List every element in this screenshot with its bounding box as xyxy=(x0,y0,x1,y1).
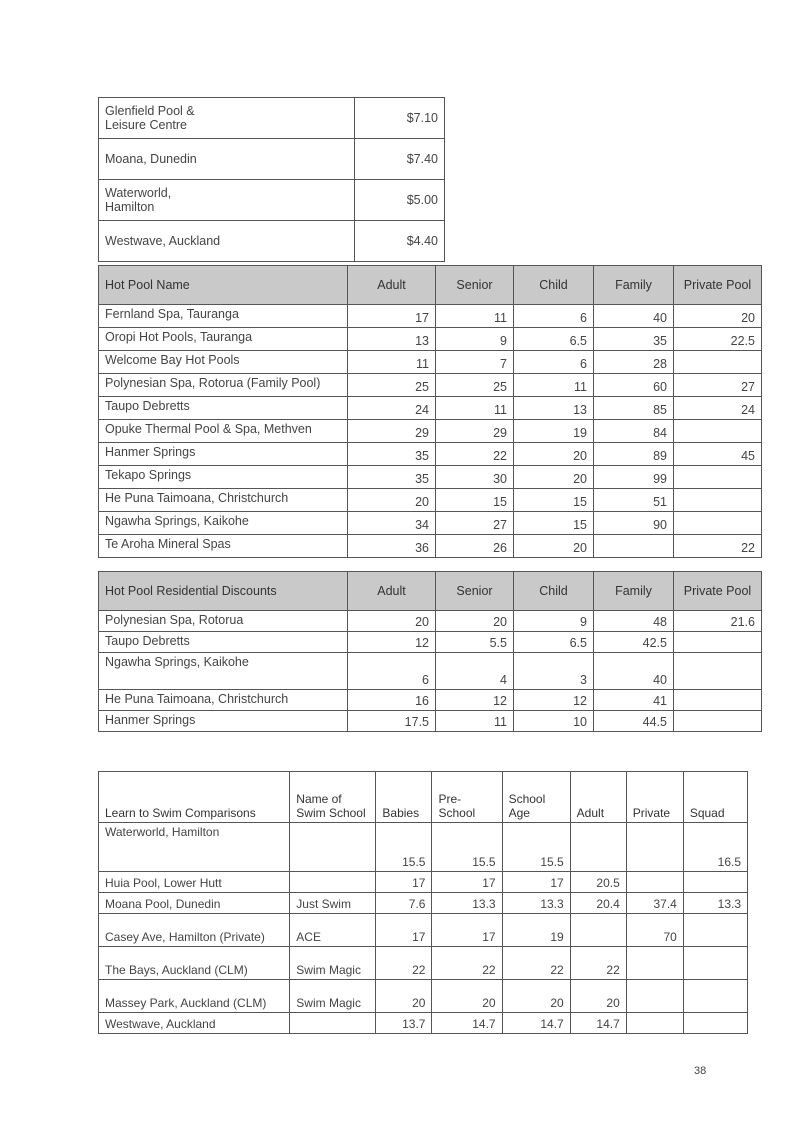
table-row xyxy=(99,1013,748,1034)
row-label-cell: Casey Ave, Hamilton (Private) xyxy=(99,914,290,947)
table-row xyxy=(99,139,445,180)
swim-school-cell: Just Swim xyxy=(290,893,376,914)
learn-to-swim-table xyxy=(98,771,748,1034)
value-cell: 22 xyxy=(436,443,514,466)
pool-name-cell: Waterworld, Hamilton xyxy=(99,180,355,221)
value-cell xyxy=(626,947,683,980)
swim-school-cell xyxy=(290,823,376,872)
value-cell xyxy=(683,1013,747,1034)
row-label-cell: Taupo Debretts xyxy=(99,397,348,420)
value-cell xyxy=(683,947,747,980)
value-cell: 51 xyxy=(594,489,674,512)
value-cell: 22 xyxy=(502,947,570,980)
value-cell: 20 xyxy=(570,980,626,1013)
value-cell: 20 xyxy=(376,980,432,1013)
value-cell xyxy=(674,512,762,535)
value-cell: 13.3 xyxy=(432,893,502,914)
column-header: Hot Pool Name xyxy=(99,266,348,305)
value-cell: 89 xyxy=(594,443,674,466)
header-row xyxy=(99,266,762,305)
value-cell: 20 xyxy=(674,305,762,328)
value-cell: 45 xyxy=(674,443,762,466)
table-row xyxy=(99,351,762,374)
value-cell: 24 xyxy=(674,397,762,420)
column-header: Private Pool xyxy=(674,266,762,305)
value-cell: 5.5 xyxy=(436,632,514,653)
value-cell: 22 xyxy=(570,947,626,980)
value-cell: 20 xyxy=(348,489,436,512)
row-label-cell: Opuke Thermal Pool & Spa, Methven xyxy=(99,420,348,443)
value-cell: 4 xyxy=(436,653,514,690)
value-cell: 7 xyxy=(436,351,514,374)
value-cell: 20.5 xyxy=(570,872,626,893)
column-header: Name of Swim School xyxy=(290,772,376,823)
swim-school-cell: Swim Magic xyxy=(290,947,376,980)
value-cell: 11 xyxy=(436,305,514,328)
value-cell: 20 xyxy=(436,611,514,632)
value-cell: 24 xyxy=(348,397,436,420)
price-cell: $4.40 xyxy=(355,221,445,262)
value-cell: 36 xyxy=(348,535,436,558)
table-row xyxy=(99,980,748,1013)
value-cell xyxy=(626,980,683,1013)
value-cell: 12 xyxy=(514,690,594,711)
residential-discount-table xyxy=(98,571,762,732)
value-cell: 17 xyxy=(502,872,570,893)
value-cell: 17 xyxy=(432,872,502,893)
value-cell: 85 xyxy=(594,397,674,420)
value-cell: 10 xyxy=(514,711,594,732)
row-label-cell: Taupo Debretts xyxy=(99,632,348,653)
value-cell: 35 xyxy=(348,466,436,489)
value-cell: 13 xyxy=(514,397,594,420)
value-cell: 20 xyxy=(502,980,570,1013)
table-row xyxy=(99,512,762,535)
value-cell xyxy=(674,489,762,512)
value-cell: 17 xyxy=(376,914,432,947)
value-cell xyxy=(674,653,762,690)
header-row xyxy=(99,572,762,611)
value-cell xyxy=(674,690,762,711)
value-cell: 11 xyxy=(436,711,514,732)
table-row xyxy=(99,397,762,420)
value-cell: 19 xyxy=(514,420,594,443)
value-cell: 22 xyxy=(376,947,432,980)
table-row xyxy=(99,98,445,139)
row-label-cell: He Puna Taimoana, Christchurch xyxy=(99,690,348,711)
value-cell xyxy=(674,466,762,489)
value-cell: 15 xyxy=(514,512,594,535)
swim-school-cell xyxy=(290,1013,376,1034)
table-row xyxy=(99,611,762,632)
value-cell: 20 xyxy=(514,466,594,489)
value-cell: 13.7 xyxy=(376,1013,432,1034)
value-cell: 14.7 xyxy=(570,1013,626,1034)
row-label-cell: Moana Pool, Dunedin xyxy=(99,893,290,914)
table-row xyxy=(99,947,748,980)
value-cell: 30 xyxy=(436,466,514,489)
table-row xyxy=(99,443,762,466)
row-label-cell: Hanmer Springs xyxy=(99,711,348,732)
value-cell: 48 xyxy=(594,611,674,632)
row-label-cell: Ngawha Springs, Kaikohe xyxy=(99,512,348,535)
value-cell xyxy=(674,351,762,374)
table-row xyxy=(99,221,445,262)
value-cell xyxy=(683,872,747,893)
value-cell: 41 xyxy=(594,690,674,711)
row-label-cell: Massey Park, Auckland (CLM) xyxy=(99,980,290,1013)
value-cell xyxy=(674,420,762,443)
table-row xyxy=(99,305,762,328)
table-row xyxy=(99,711,762,732)
value-cell: 26 xyxy=(436,535,514,558)
row-label-cell: Ngawha Springs, Kaikohe xyxy=(99,653,348,690)
table-row xyxy=(99,690,762,711)
row-label-cell: Huia Pool, Lower Hutt xyxy=(99,872,290,893)
row-label-cell: Welcome Bay Hot Pools xyxy=(99,351,348,374)
value-cell: 37.4 xyxy=(626,893,683,914)
value-cell xyxy=(626,872,683,893)
row-label-cell: The Bays, Auckland (CLM) xyxy=(99,947,290,980)
table-row xyxy=(99,653,762,690)
value-cell: 20 xyxy=(432,980,502,1013)
swim-school-cell: Swim Magic xyxy=(290,980,376,1013)
column-header: Adult xyxy=(570,772,626,823)
value-cell xyxy=(626,823,683,872)
hot-pool-table xyxy=(98,265,762,558)
value-cell: 6 xyxy=(348,653,436,690)
value-cell: 19 xyxy=(502,914,570,947)
value-cell: 90 xyxy=(594,512,674,535)
value-cell: 12 xyxy=(348,632,436,653)
pool-price-table xyxy=(98,97,445,262)
row-label-cell: Tekapo Springs xyxy=(99,466,348,489)
table-row xyxy=(99,823,748,872)
column-header: Learn to Swim Comparisons xyxy=(99,772,290,823)
row-label-cell: Fernland Spa, Tauranga xyxy=(99,305,348,328)
value-cell xyxy=(570,914,626,947)
value-cell: 15.5 xyxy=(432,823,502,872)
column-header: School Age xyxy=(502,772,570,823)
value-cell: 22.5 xyxy=(674,328,762,351)
value-cell xyxy=(570,823,626,872)
value-cell: 13 xyxy=(348,328,436,351)
table-row xyxy=(99,893,748,914)
value-cell: 29 xyxy=(348,420,436,443)
table-row xyxy=(99,328,762,351)
pool-name-cell: Glenfield Pool & Leisure Centre xyxy=(99,98,355,139)
table-row xyxy=(99,632,762,653)
value-cell: 15.5 xyxy=(502,823,570,872)
value-cell: 20.4 xyxy=(570,893,626,914)
row-label-cell: He Puna Taimoana, Christchurch xyxy=(99,489,348,512)
column-header: Adult xyxy=(348,572,436,611)
row-label-cell: Oropi Hot Pools, Tauranga xyxy=(99,328,348,351)
column-header: Child xyxy=(514,266,594,305)
swim-school-cell xyxy=(290,872,376,893)
value-cell xyxy=(683,980,747,1013)
value-cell: 16.5 xyxy=(683,823,747,872)
value-cell: 34 xyxy=(348,512,436,535)
value-cell: 6.5 xyxy=(514,328,594,351)
value-cell: 9 xyxy=(436,328,514,351)
value-cell: 60 xyxy=(594,374,674,397)
table-row xyxy=(99,914,748,947)
value-cell: 25 xyxy=(436,374,514,397)
column-header: Senior xyxy=(436,266,514,305)
value-cell: 11 xyxy=(514,374,594,397)
value-cell: 7.6 xyxy=(376,893,432,914)
value-cell: 6 xyxy=(514,351,594,374)
price-cell: $7.10 xyxy=(355,98,445,139)
value-cell xyxy=(626,1013,683,1034)
row-label-cell: Waterworld, Hamilton xyxy=(99,823,290,872)
price-cell: $5.00 xyxy=(355,180,445,221)
value-cell: 20 xyxy=(514,535,594,558)
value-cell: 12 xyxy=(436,690,514,711)
value-cell: 15 xyxy=(436,489,514,512)
value-cell: 44.5 xyxy=(594,711,674,732)
value-cell: 40 xyxy=(594,653,674,690)
table-row xyxy=(99,420,762,443)
value-cell: 84 xyxy=(594,420,674,443)
value-cell: 6.5 xyxy=(514,632,594,653)
value-cell: 27 xyxy=(674,374,762,397)
pool-name-cell: Westwave, Auckland xyxy=(99,221,355,262)
column-header: Senior xyxy=(436,572,514,611)
table-row xyxy=(99,872,748,893)
row-label-cell: Polynesian Spa, Rotorua (Family Pool) xyxy=(99,374,348,397)
value-cell: 22 xyxy=(674,535,762,558)
table-row xyxy=(99,489,762,512)
table-row xyxy=(99,374,762,397)
table-row xyxy=(99,535,762,558)
value-cell: 22 xyxy=(432,947,502,980)
value-cell: 35 xyxy=(594,328,674,351)
value-cell: 35 xyxy=(348,443,436,466)
value-cell: 17.5 xyxy=(348,711,436,732)
value-cell xyxy=(594,535,674,558)
column-header: Private Pool xyxy=(674,572,762,611)
value-cell: 14.7 xyxy=(432,1013,502,1034)
value-cell: 15 xyxy=(514,489,594,512)
header-row xyxy=(99,772,748,823)
value-cell xyxy=(674,711,762,732)
row-label-cell: Westwave, Auckland xyxy=(99,1013,290,1034)
column-header: Adult xyxy=(348,266,436,305)
pool-name-cell: Moana, Dunedin xyxy=(99,139,355,180)
value-cell: 99 xyxy=(594,466,674,489)
value-cell: 40 xyxy=(594,305,674,328)
column-header: Family xyxy=(594,266,674,305)
value-cell: 42.5 xyxy=(594,632,674,653)
swim-school-cell: ACE xyxy=(290,914,376,947)
value-cell: 70 xyxy=(626,914,683,947)
price-cell: $7.40 xyxy=(355,139,445,180)
column-header: Squad xyxy=(683,772,747,823)
value-cell: 16 xyxy=(348,690,436,711)
column-header: Private xyxy=(626,772,683,823)
value-cell: 15.5 xyxy=(376,823,432,872)
value-cell xyxy=(683,914,747,947)
column-header: Family xyxy=(594,572,674,611)
value-cell: 27 xyxy=(436,512,514,535)
value-cell: 14.7 xyxy=(502,1013,570,1034)
row-label-cell: Te Aroha Mineral Spas xyxy=(99,535,348,558)
value-cell: 20 xyxy=(348,611,436,632)
value-cell: 17 xyxy=(432,914,502,947)
table-row xyxy=(99,466,762,489)
value-cell: 11 xyxy=(436,397,514,420)
page-number: 38 xyxy=(694,1065,707,1077)
value-cell: 17 xyxy=(376,872,432,893)
column-header: Child xyxy=(514,572,594,611)
value-cell: 13.3 xyxy=(502,893,570,914)
value-cell: 9 xyxy=(514,611,594,632)
column-header: Pre-School xyxy=(432,772,502,823)
value-cell: 25 xyxy=(348,374,436,397)
row-label-cell: Hanmer Springs xyxy=(99,443,348,466)
row-label-cell: Polynesian Spa, Rotorua xyxy=(99,611,348,632)
column-header: Hot Pool Residential Discounts xyxy=(99,572,348,611)
value-cell: 17 xyxy=(348,305,436,328)
value-cell xyxy=(674,632,762,653)
value-cell: 13.3 xyxy=(683,893,747,914)
value-cell: 3 xyxy=(514,653,594,690)
table-row xyxy=(99,180,445,221)
value-cell: 21.6 xyxy=(674,611,762,632)
value-cell: 6 xyxy=(514,305,594,328)
column-header: Babies xyxy=(376,772,432,823)
value-cell: 28 xyxy=(594,351,674,374)
value-cell: 11 xyxy=(348,351,436,374)
value-cell: 29 xyxy=(436,420,514,443)
value-cell: 20 xyxy=(514,443,594,466)
